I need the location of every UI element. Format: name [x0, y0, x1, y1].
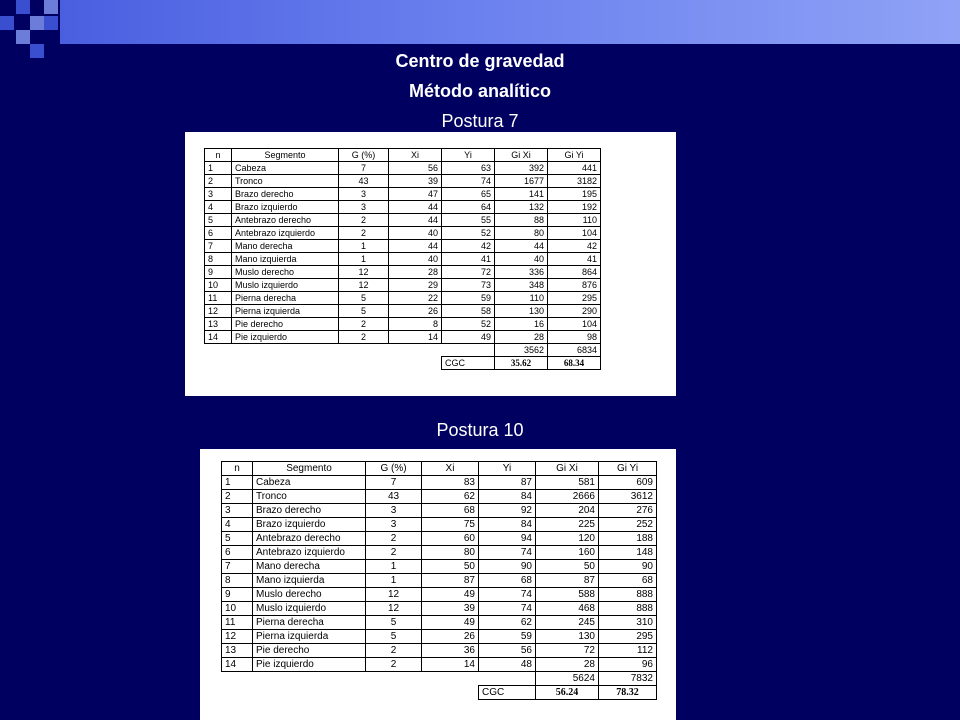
table-cell: Brazo izquierdo — [253, 518, 366, 532]
cgc-row — [222, 686, 657, 700]
sum-row — [205, 344, 601, 357]
column-header: Gi Yi — [599, 462, 657, 476]
table-cell: 98 — [548, 331, 601, 344]
table-cell: 195 — [548, 188, 601, 201]
column-header: Segmento — [232, 149, 339, 162]
column-header: n — [222, 462, 253, 476]
table-cell: 58 — [442, 305, 495, 318]
column-header: n — [205, 149, 232, 162]
table-cell: 192 — [548, 201, 601, 214]
table-row — [205, 162, 601, 175]
table-cell: 2 — [366, 644, 422, 658]
table-cell: 29 — [389, 279, 442, 292]
empty-cell — [422, 686, 479, 700]
table-cell: Mano derecha — [232, 240, 339, 253]
table-cell: 40 — [495, 253, 548, 266]
column-header: G (%) — [366, 462, 422, 476]
column-header: Segmento — [253, 462, 366, 476]
slide-title: Centro de gravedad — [395, 51, 565, 71]
table-cell: 2 — [339, 318, 389, 331]
table-cell: 2 — [339, 214, 389, 227]
table-cell: 28 — [389, 266, 442, 279]
table-row — [205, 279, 601, 292]
empty-cell — [366, 686, 422, 700]
table-cell: 90 — [599, 560, 657, 574]
table-cell: Muslo derecho — [232, 266, 339, 279]
empty-cell — [389, 357, 442, 370]
table-cell: 8 — [205, 253, 232, 266]
table-cell: 9 — [205, 266, 232, 279]
table-cell: Brazo izquierdo — [232, 201, 339, 214]
table-cell: 10 — [205, 279, 232, 292]
empty-cell — [232, 357, 339, 370]
posture-7-table — [204, 148, 601, 370]
corner-square-decoration — [0, 16, 14, 30]
table-cell: 73 — [442, 279, 495, 292]
table-cell: 392 — [495, 162, 548, 175]
table-cell: 28 — [495, 331, 548, 344]
table-cell: Pie izquierdo — [253, 658, 366, 672]
table-cell: 40 — [389, 227, 442, 240]
empty-cell — [422, 672, 479, 686]
column-header: Yi — [479, 462, 536, 476]
table-cell: 44 — [495, 240, 548, 253]
table-cell: 5 — [205, 214, 232, 227]
table-cell: 26 — [389, 305, 442, 318]
corner-square-decoration — [30, 16, 44, 30]
table-row — [205, 305, 601, 318]
table-cell: 225 — [536, 518, 599, 532]
table-cell: Pierna derecha — [253, 616, 366, 630]
table-cell: 49 — [442, 331, 495, 344]
table-cell: Pie derecho — [253, 644, 366, 658]
table-row — [222, 602, 657, 616]
table-cell: 44 — [389, 240, 442, 253]
table-cell: 12 — [339, 266, 389, 279]
table-cell: 348 — [495, 279, 548, 292]
table-cell: Pie derecho — [232, 318, 339, 331]
table-cell: 88 — [495, 214, 548, 227]
empty-cell — [442, 344, 495, 357]
table-cell: 148 — [599, 546, 657, 560]
table-header-row — [205, 149, 601, 162]
posture-7-panel — [185, 132, 676, 396]
table-cell: Pierna izquierda — [232, 305, 339, 318]
table-cell: 888 — [599, 588, 657, 602]
table-cell: 59 — [442, 292, 495, 305]
empty-cell — [222, 686, 253, 700]
table-cell: 581 — [536, 476, 599, 490]
table-cell: 1 — [366, 560, 422, 574]
table-cell: 5 — [339, 292, 389, 305]
table-cell: 864 — [548, 266, 601, 279]
table-cell: Pie izquierdo — [232, 331, 339, 344]
sum-gi-yi: 6834 — [548, 344, 601, 357]
table-cell: 83 — [422, 476, 479, 490]
empty-cell — [205, 357, 232, 370]
table-cell: 132 — [495, 201, 548, 214]
table-cell: 130 — [495, 305, 548, 318]
table-cell: 14 — [422, 658, 479, 672]
table-cell: 55 — [442, 214, 495, 227]
table-cell: 52 — [442, 227, 495, 240]
table-cell: Mano izquierda — [232, 253, 339, 266]
table-cell: 68 — [479, 574, 536, 588]
table-cell: 11 — [222, 616, 253, 630]
table-cell: Antebrazo derecho — [232, 214, 339, 227]
slide-subtitle: Método analítico — [408, 81, 551, 101]
cgc-label: CGC — [442, 357, 495, 370]
column-header: Yi — [442, 149, 495, 162]
empty-cell — [222, 672, 253, 686]
table-cell: 74 — [479, 588, 536, 602]
table-cell: 59 — [479, 630, 536, 644]
table-cell: 44 — [389, 214, 442, 227]
corner-square-decoration — [44, 0, 58, 14]
empty-cell — [339, 357, 389, 370]
table-cell: Mano derecha — [253, 560, 366, 574]
table-cell: 12 — [366, 602, 422, 616]
sum-gi-yi: 7832 — [599, 672, 657, 686]
table-cell: Antebrazo izquierdo — [232, 227, 339, 240]
table-cell: 52 — [442, 318, 495, 331]
posture-10-panel — [200, 449, 676, 720]
table-cell: 2 — [366, 546, 422, 560]
table-cell: 14 — [222, 658, 253, 672]
table-cell: 141 — [495, 188, 548, 201]
posture-7-label: Postura 7 — [441, 111, 519, 131]
table-cell: 1 — [339, 240, 389, 253]
column-header: Gi Xi — [495, 149, 548, 162]
table-cell: 63 — [442, 162, 495, 175]
table-row — [222, 518, 657, 532]
column-header: Gi Yi — [548, 149, 601, 162]
table-cell: 84 — [479, 518, 536, 532]
table-cell: 74 — [479, 602, 536, 616]
table-cell: Cabeza — [232, 162, 339, 175]
table-cell: 2 — [339, 227, 389, 240]
table-cell: Muslo izquierdo — [232, 279, 339, 292]
table-cell: 4 — [222, 518, 253, 532]
table-cell: 1677 — [495, 175, 548, 188]
table-cell: 3 — [339, 201, 389, 214]
table-cell: 74 — [479, 546, 536, 560]
table-cell: 56 — [389, 162, 442, 175]
table-cell: 14 — [205, 331, 232, 344]
table-cell: 1 — [339, 253, 389, 266]
table-row — [222, 588, 657, 602]
table-cell: 12 — [366, 588, 422, 602]
table-cell: 13 — [205, 318, 232, 331]
table-cell: 276 — [599, 504, 657, 518]
table-cell: 2 — [339, 331, 389, 344]
table-cell: 876 — [548, 279, 601, 292]
table-cell: 68 — [599, 574, 657, 588]
sum-gi-xi: 3562 — [495, 344, 548, 357]
cgc-x-value: 56.24 — [536, 686, 599, 700]
table-row — [222, 490, 657, 504]
table-cell: 72 — [536, 644, 599, 658]
table-cell: 7 — [205, 240, 232, 253]
table-cell: 48 — [479, 658, 536, 672]
table-row — [205, 331, 601, 344]
table-cell: 468 — [536, 602, 599, 616]
table-cell: Tronco — [253, 490, 366, 504]
table-cell: 56 — [479, 644, 536, 658]
cgc-y-value: 68.34 — [548, 357, 601, 370]
column-header: Gi Xi — [536, 462, 599, 476]
table-cell: 6 — [222, 546, 253, 560]
table-cell: 110 — [495, 292, 548, 305]
empty-cell — [366, 672, 422, 686]
table-row — [222, 658, 657, 672]
table-cell: 26 — [422, 630, 479, 644]
table-cell: Antebrazo izquierdo — [253, 546, 366, 560]
table-cell: 441 — [548, 162, 601, 175]
table-cell: 336 — [495, 266, 548, 279]
table-cell: Mano izquierda — [253, 574, 366, 588]
table-row — [205, 188, 601, 201]
table-cell: 1 — [366, 574, 422, 588]
table-cell: 42 — [548, 240, 601, 253]
table-cell: 2 — [366, 658, 422, 672]
table-cell: 3 — [366, 504, 422, 518]
table-cell: 62 — [479, 616, 536, 630]
table-cell: 5 — [222, 532, 253, 546]
table-cell: Pierna izquierda — [253, 630, 366, 644]
header-gradient-bar — [60, 0, 960, 44]
table-cell: Antebrazo derecho — [253, 532, 366, 546]
sum-gi-xi: 5624 — [536, 672, 599, 686]
empty-cell — [339, 344, 389, 357]
table-cell: 8 — [222, 574, 253, 588]
table-cell: 39 — [422, 602, 479, 616]
table-row — [222, 574, 657, 588]
table-cell: 92 — [479, 504, 536, 518]
table-cell: 7 — [222, 560, 253, 574]
empty-cell — [389, 344, 442, 357]
table-cell: 6 — [205, 227, 232, 240]
table-row — [222, 560, 657, 574]
table-cell: 40 — [389, 253, 442, 266]
table-cell: 50 — [422, 560, 479, 574]
table-cell: 12 — [339, 279, 389, 292]
table-row — [222, 476, 657, 490]
table-cell: 3182 — [548, 175, 601, 188]
table-row — [222, 616, 657, 630]
table-row — [222, 644, 657, 658]
table-cell: 7 — [366, 476, 422, 490]
table-cell: 42 — [442, 240, 495, 253]
empty-cell — [253, 672, 366, 686]
table-cell: 80 — [422, 546, 479, 560]
table-cell: 204 — [536, 504, 599, 518]
table-cell: 13 — [222, 644, 253, 658]
table-cell: 5 — [339, 305, 389, 318]
table-cell: 12 — [222, 630, 253, 644]
table-row — [205, 227, 601, 240]
empty-cell — [479, 672, 536, 686]
cgc-x-value: 35.62 — [495, 357, 548, 370]
empty-cell — [253, 686, 366, 700]
table-cell: 75 — [422, 518, 479, 532]
table-row — [205, 240, 601, 253]
table-cell: 112 — [599, 644, 657, 658]
table-cell: 74 — [442, 175, 495, 188]
table-cell: 290 — [548, 305, 601, 318]
table-cell: 1 — [205, 162, 232, 175]
cgc-y-value: 78.32 — [599, 686, 657, 700]
sum-row — [222, 672, 657, 686]
table-cell: 16 — [495, 318, 548, 331]
table-cell: 9 — [222, 588, 253, 602]
table-cell: 5 — [366, 630, 422, 644]
posture-10-label: Postura 10 — [436, 420, 524, 440]
table-cell: 72 — [442, 266, 495, 279]
table-cell: 44 — [389, 201, 442, 214]
table-cell: 130 — [536, 630, 599, 644]
table-cell: 295 — [599, 630, 657, 644]
corner-square-decoration — [16, 0, 30, 14]
table-cell: 104 — [548, 227, 601, 240]
table-cell: 94 — [479, 532, 536, 546]
table-cell: 12 — [205, 305, 232, 318]
table-cell: 10 — [222, 602, 253, 616]
table-cell: 110 — [548, 214, 601, 227]
table-cell: 84 — [479, 490, 536, 504]
table-row — [205, 292, 601, 305]
table-cell: Brazo derecho — [253, 504, 366, 518]
table-cell: 49 — [422, 588, 479, 602]
column-header: G (%) — [339, 149, 389, 162]
table-cell: 43 — [366, 490, 422, 504]
table-cell: 14 — [389, 331, 442, 344]
table-cell: 39 — [389, 175, 442, 188]
table-cell: 188 — [599, 532, 657, 546]
table-cell: 295 — [548, 292, 601, 305]
table-cell: 2 — [205, 175, 232, 188]
table-cell: 65 — [442, 188, 495, 201]
posture-10-table — [221, 461, 657, 700]
table-cell: 310 — [599, 616, 657, 630]
table-cell: Tronco — [232, 175, 339, 188]
table-cell: 160 — [536, 546, 599, 560]
corner-square-decoration — [44, 16, 58, 30]
table-cell: 2666 — [536, 490, 599, 504]
table-cell: 3612 — [599, 490, 657, 504]
table-cell: 41 — [442, 253, 495, 266]
table-cell: Muslo derecho — [253, 588, 366, 602]
table-cell: 888 — [599, 602, 657, 616]
table-cell: 8 — [389, 318, 442, 331]
table-cell: 104 — [548, 318, 601, 331]
table-row — [222, 532, 657, 546]
table-cell: 252 — [599, 518, 657, 532]
table-cell: Brazo derecho — [232, 188, 339, 201]
table-cell: 41 — [548, 253, 601, 266]
table-cell: 22 — [389, 292, 442, 305]
table-cell: 49 — [422, 616, 479, 630]
table-cell: 87 — [422, 574, 479, 588]
table-cell: 245 — [536, 616, 599, 630]
table-cell: 36 — [422, 644, 479, 658]
table-cell: 43 — [339, 175, 389, 188]
table-cell: 120 — [536, 532, 599, 546]
table-cell: 80 — [495, 227, 548, 240]
table-cell: 68 — [422, 504, 479, 518]
column-header: Xi — [422, 462, 479, 476]
table-cell: 90 — [479, 560, 536, 574]
cgc-row — [205, 357, 601, 370]
table-cell: 62 — [422, 490, 479, 504]
table-cell: 96 — [599, 658, 657, 672]
table-cell: 588 — [536, 588, 599, 602]
table-cell: Cabeza — [253, 476, 366, 490]
table-cell: 2 — [366, 532, 422, 546]
empty-cell — [205, 344, 232, 357]
table-cell: 3 — [222, 504, 253, 518]
table-cell: 50 — [536, 560, 599, 574]
table-cell: 60 — [422, 532, 479, 546]
corner-square-decoration — [16, 30, 30, 44]
table-cell: Muslo izquierdo — [253, 602, 366, 616]
table-row — [205, 214, 601, 227]
table-row — [222, 630, 657, 644]
table-header-row — [222, 462, 657, 476]
table-cell: 28 — [536, 658, 599, 672]
table-cell: 3 — [366, 518, 422, 532]
table-cell: 2 — [222, 490, 253, 504]
table-row — [222, 546, 657, 560]
table-cell: 87 — [479, 476, 536, 490]
table-cell: 3 — [339, 188, 389, 201]
table-row — [205, 175, 601, 188]
table-cell: 3 — [205, 188, 232, 201]
table-cell: 87 — [536, 574, 599, 588]
empty-cell — [232, 344, 339, 357]
table-row — [205, 266, 601, 279]
table-cell: 5 — [366, 616, 422, 630]
table-cell: 1 — [222, 476, 253, 490]
table-row — [222, 504, 657, 518]
table-cell: 7 — [339, 162, 389, 175]
table-cell: 11 — [205, 292, 232, 305]
table-cell: 609 — [599, 476, 657, 490]
cgc-label: CGC — [479, 686, 536, 700]
table-row — [205, 201, 601, 214]
table-cell: 4 — [205, 201, 232, 214]
table-row — [205, 253, 601, 266]
table-row — [205, 318, 601, 331]
column-header: Xi — [389, 149, 442, 162]
table-cell: 47 — [389, 188, 442, 201]
table-cell: Pierna derecha — [232, 292, 339, 305]
table-cell: 64 — [442, 201, 495, 214]
